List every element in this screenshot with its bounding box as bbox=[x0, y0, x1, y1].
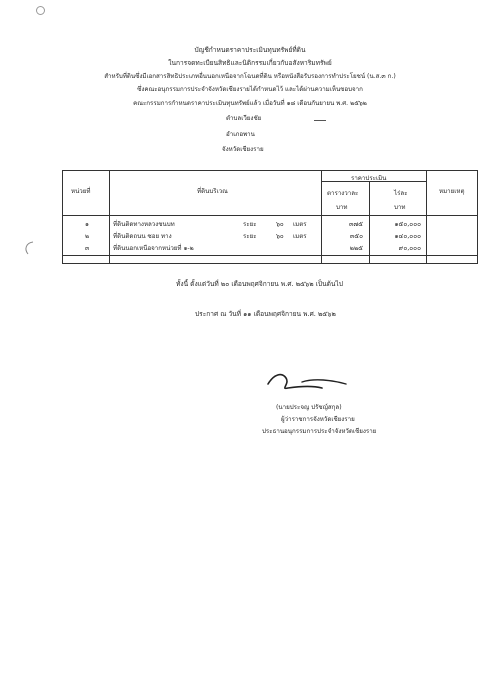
signatory-name: (นายประจญ ปรัชญ์สกุล) bbox=[276, 404, 342, 411]
row-area: ที่ดินติดถนน ซอย ทาง bbox=[113, 233, 172, 240]
signatory-committee: ประธานอนุกรรมการประจำจังหวัดเชียงราย bbox=[262, 428, 377, 435]
signature-mark bbox=[262, 368, 352, 398]
announcement-date: ประกาศ ณ วันที่ ๑๑ เดือนพฤศจิกายน พ.ศ. ๒๕๖๒ bbox=[195, 310, 336, 318]
row-dist: ๖๐ bbox=[276, 221, 284, 228]
table-divider bbox=[321, 171, 322, 263]
doc-approval-line: ซึ่งคณะอนุกรรมการประจำจังหวัดเชียงรายได้กำหนดไว้ และได้ผ่านความเห็นชอบจาก bbox=[137, 86, 363, 93]
row-unit: เมตร bbox=[293, 221, 307, 228]
row-dist-label: ระยะ bbox=[243, 233, 257, 240]
row-area: ที่ดินติดทางหลวงชนบท bbox=[113, 221, 175, 228]
row-dist-label: ระยะ bbox=[243, 221, 257, 228]
effective-date: ทั้งนี้ ตั้งแต่วันที่ ๒๐ เดือนพฤศจิกายน พ.ศ. ๒๕๖๒ เป็นต้นไป bbox=[176, 280, 343, 288]
col-header-area: ที่ดินบริเวณ bbox=[197, 188, 228, 195]
row-price-per-rai: ๑๕๐,๐๐๐ bbox=[394, 220, 421, 228]
punch-hole-mark bbox=[22, 240, 36, 256]
table-divider bbox=[426, 171, 427, 263]
row-no: ๓ bbox=[85, 245, 90, 252]
doc-scope: สำหรับที่ดินซึ่งมีเอกสารสิทธิประเภทอื่นนอกเหนือจากโฉนดที่ดิน หรือหนังสือรับรองการทำประโยชน์ (น.ส.๓ ก.) bbox=[104, 73, 396, 80]
table-divider bbox=[369, 181, 370, 263]
row-price-per-rai: ๑๔๐,๐๐๐ bbox=[394, 232, 421, 240]
price-table bbox=[62, 170, 478, 264]
row-dist: ๖๐ bbox=[276, 233, 284, 240]
row-no: ๒ bbox=[85, 233, 90, 240]
doc-subtitle: ในการจดทะเบียนสิทธิและนิติกรรมเกี่ยวกับอสังหาริมทรัพย์ bbox=[168, 59, 332, 67]
row-unit: เมตร bbox=[293, 233, 307, 240]
col-header-per-rai: ไร่ละ bbox=[394, 190, 408, 197]
table-divider bbox=[63, 215, 477, 216]
row-price-per-rai: ๙๐,๐๐๐ bbox=[398, 244, 421, 252]
table-divider bbox=[63, 255, 477, 256]
row-no: ๑ bbox=[85, 221, 89, 228]
col-header-per-wa: ตารางวาละ bbox=[327, 190, 359, 197]
doc-title: บัญชีกำหนดราคาประเมินทุนทรัพย์ที่ดิน bbox=[194, 46, 306, 54]
punch-hole-mark bbox=[36, 6, 45, 15]
row-price-per-wa: ๓๕๐ bbox=[349, 232, 363, 240]
col-header-remark: หมายเหตุ bbox=[439, 188, 465, 195]
doc-approval-date: คณะกรรมการกำหนดราคาประเมินทุนทรัพย์แล้ว เมื่อวันที่ ๑๘ เดือนกันยายน พ.ศ. ๒๕๖๒ bbox=[133, 100, 367, 107]
district-label: อำเภอพาน bbox=[226, 131, 255, 138]
pen-mark bbox=[314, 120, 326, 121]
signatory-position: ผู้ว่าราชการจังหวัดเชียงราย bbox=[281, 416, 355, 423]
col-header-price: ราคาประเมิน bbox=[351, 175, 387, 182]
row-price-per-wa: ๒๒๕ bbox=[349, 244, 363, 252]
row-price-per-wa: ๓๗๕ bbox=[348, 220, 363, 228]
col-header-unit-baht: บาท bbox=[336, 204, 348, 211]
subdistrict-label: ตำบลเวียงชัย bbox=[226, 115, 262, 122]
col-header-unit-baht: บาท bbox=[394, 204, 406, 211]
province-label: จังหวัดเชียงราย bbox=[222, 146, 264, 153]
table-divider bbox=[109, 171, 110, 263]
row-area: ที่ดินนอกเหนือจากหน่วยที่ ๑-๒ bbox=[113, 245, 194, 252]
col-header-no: หน่วยที่ bbox=[71, 188, 91, 195]
